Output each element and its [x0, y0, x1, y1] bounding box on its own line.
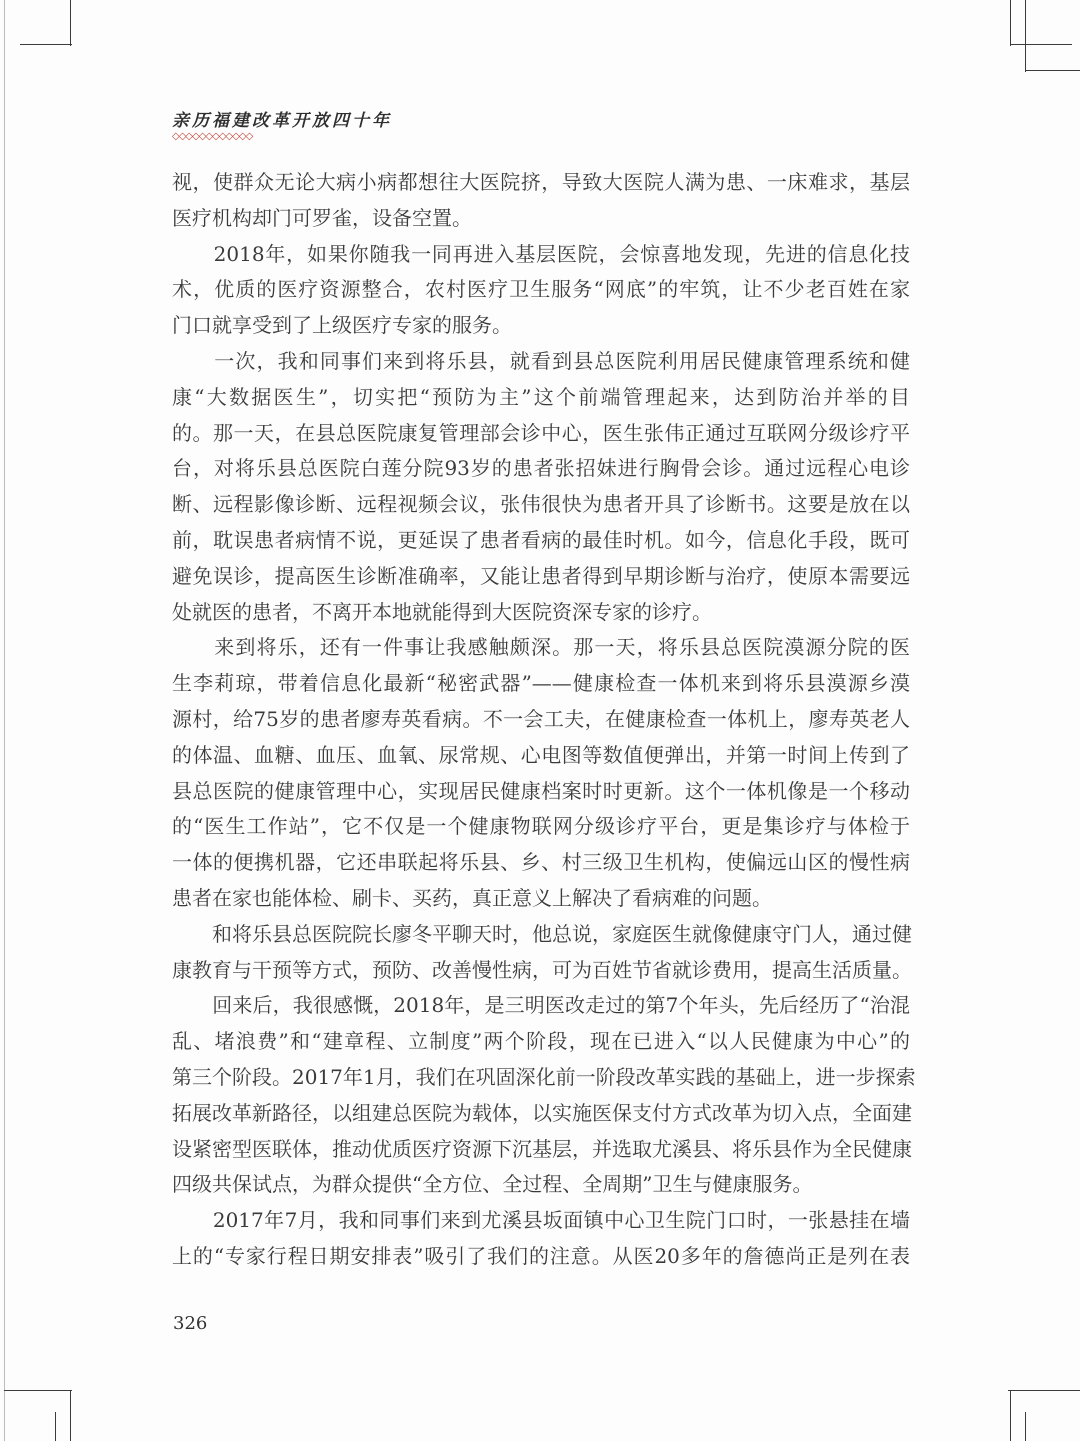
text-line: 生李莉琼，带着信息化最新“秘密武器”——健康检查一体机来到将乐县漠源乡漠: [172, 671, 910, 696]
crop-mark-top-left-h: [20, 44, 72, 45]
crop-mark-bottom-left-h: [4, 1390, 72, 1391]
text-line: 回来后，我很感慨，2018年，是三明医改走过的第7个年头，先后经历了“治混: [172, 993, 910, 1018]
text-line: 来到将乐，还有一件事让我感触颇深。那一天，将乐县总医院漠源分院的医: [172, 635, 910, 660]
text-line: 乱、堵浪费”和“建章程、立制度”两个阶段，现在已进入“以人民健康为中心”的: [172, 1029, 910, 1054]
text-line: 前，耽误患者病情不说，更延误了患者看病的最佳时机。如今，信息化手段，既可: [172, 527, 910, 552]
crop-mark-top-right-v: [1010, 0, 1011, 46]
crop-mark-top-right-v2: [1025, 0, 1026, 72]
crop-mark-bottom-left-v: [70, 1390, 71, 1441]
text-line: 医疗机构却门可罗雀，设备空置。: [172, 205, 472, 230]
paragraph: [172, 917, 910, 989]
paragraph: [172, 237, 910, 344]
text-line: 第三个阶段。2017年1月，我们在巩固深化前一阶段改革实践的基础上，进一步探索: [172, 1064, 916, 1089]
text-line: 一次，我和同事们来到将乐县，就看到县总医院利用居民健康管理系统和健: [172, 348, 910, 373]
crop-mark-bottom-right-v2: [1025, 1412, 1026, 1441]
header-ornament: ◇◇◇◇◇◇◇◇◇◇◇◇: [172, 131, 253, 142]
text-line: 门口就享受到了上级医疗专家的服务。: [172, 313, 512, 338]
paragraph: [172, 165, 910, 237]
text-line: 康“大数据医生”，切实把“预防为主”这个前端管理起来，达到防治并举的目: [172, 384, 910, 409]
text-line: 术，优质的医疗资源整合，农村医疗卫生服务“网底”的牢筑，让不少老百姓在家: [172, 277, 910, 302]
text-line: 台，对将乐县总医院白莲分院93岁的患者张招妹进行胸骨会诊。通过远程心电诊: [172, 456, 910, 481]
text-line: 四级共保试点，为群众提供“全方位、全过程、全周期”卫生与健康服务。: [172, 1172, 813, 1197]
text-line: 的。那一天，在县总医院康复管理部会诊中心，医生张伟正通过互联网分级诊疗平: [172, 420, 910, 445]
crop-mark-top-left-v: [70, 0, 71, 46]
crop-mark-bottom-right-h: [1008, 1390, 1080, 1391]
text-line: 断、远程影像诊断、远程视频会议，张伟很快为患者开具了诊断书。这要是放在以: [172, 492, 910, 517]
text-line: 源村，给75岁的患者廖寿英看病。不一会工夫，在健康检查一体机上，廖寿英老人: [172, 706, 910, 731]
text-line: 处就医的患者，不离开本地就能得到大医院资深专家的诊疗。: [172, 599, 712, 624]
text-line: 拓展改革新路径，以组建总医院为载体，以实施医保支付方式改革为切入点，全面建: [172, 1100, 912, 1125]
text-line: 的体温、血糖、血压、血氧、尿常规、心电图等数值便弹出，并第一时间上传到了: [172, 742, 910, 767]
crop-mark-top-right-h: [1010, 44, 1072, 45]
paragraph: [172, 630, 910, 916]
text-line: 康教育与干预等方式，预防、改善慢性病，可为百姓节省就诊费用，提高生活质量。: [172, 957, 912, 982]
text-line: 设紧密型医联体，推动优质医疗资源下沉基层，并选取尤溪县、将乐县作为全民健康: [172, 1136, 912, 1161]
text-line: 视，使群众无论大病小病都想往大医院挤，导致大医院人满为患、一床难求，基层: [172, 170, 910, 194]
text-line: 2018年，如果你随我一同再进入基层医院，会惊喜地发现，先进的信息化技: [172, 241, 910, 266]
text-line: 2017年7月，我和同事们来到尤溪县坂面镇中心卫生院门口时，一张悬挂在墙: [172, 1208, 910, 1233]
crop-mark-bottom-left-v2: [55, 1412, 56, 1441]
crop-mark-bottom-right-v: [1010, 1390, 1011, 1441]
text-line: 避免误诊，提高医生诊断准确率，又能让患者得到早期诊断与治疗，使原本需要远: [172, 563, 910, 588]
body-text: [172, 165, 916, 1275]
text-line: 的“医生工作站”，它不仅是一个健康物联网分级诊疗平台，更是集诊疗与体检于: [172, 814, 910, 839]
crop-mark-top-right-h2: [1025, 70, 1080, 71]
running-header-title: 亲历福建改革开放四十年: [172, 111, 392, 131]
paragraph: [172, 1203, 910, 1275]
paragraph: [172, 344, 910, 630]
crop-mark-top-left-edge: [4, 0, 5, 1441]
text-line: 患者在家也能体检、刷卡、买药，真正意义上解决了看病难的问题。: [172, 885, 772, 910]
text-line: 和将乐县总医院院长廖冬平聊天时，他总说，家庭医生就像健康守门人，通过健: [172, 921, 912, 946]
page-number: 326: [173, 1313, 208, 1334]
text-line: 县总医院的健康管理中心，实现居民健康档案时时更新。这个一体机像是一个移动: [172, 778, 910, 803]
text-line: 上的“专家行程日期安排表”吸引了我们的注意。从医20多年的詹德尚正是列在表: [172, 1243, 910, 1268]
text-line: 一体的便携机器，它还串联起将乐县、乡、村三级卫生机构，使偏远山区的慢性病: [172, 850, 910, 875]
paragraph: [172, 988, 916, 1203]
